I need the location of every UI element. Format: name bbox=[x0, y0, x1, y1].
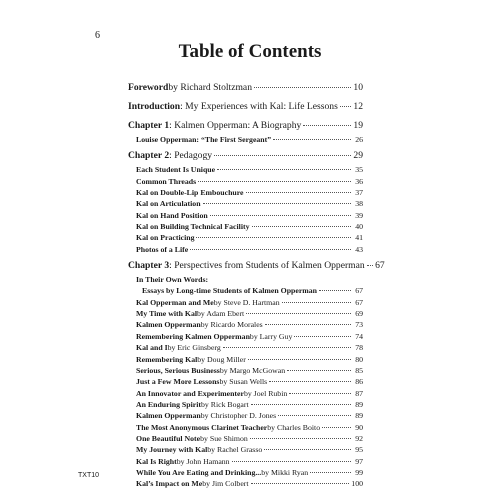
dot-leader bbox=[214, 154, 351, 156]
toc-entry-page: 40 bbox=[355, 222, 363, 232]
toc-entry-page: 86 bbox=[355, 377, 363, 387]
dot-leader bbox=[264, 448, 351, 450]
toc-entry bbox=[128, 134, 363, 145]
toc-entry-page: 67 bbox=[355, 297, 363, 307]
toc-entry-title: An Innovator and Experimenter bbox=[136, 388, 244, 398]
toc-entry bbox=[128, 176, 363, 187]
toc-entry bbox=[128, 342, 363, 353]
toc-entry bbox=[128, 297, 363, 308]
toc-entry bbox=[128, 148, 363, 164]
toc-entry-page: 37 bbox=[355, 188, 363, 198]
toc-entry-title: Kalmen Opperman bbox=[136, 320, 201, 330]
toc-entry-page: 100 bbox=[351, 479, 363, 489]
toc-entry-title: Kal’s Impact on Me bbox=[136, 479, 203, 489]
toc-entry-subtitle: by Charles Boito bbox=[267, 422, 321, 432]
dot-leader bbox=[251, 403, 351, 405]
toc-entry-subtitle: : Pedagogy bbox=[169, 150, 213, 162]
footer-code: TXT10 bbox=[78, 472, 100, 479]
toc-entry-subtitle: by Larry Guy bbox=[249, 331, 293, 341]
toc-entry-title: Chapter 3 bbox=[128, 260, 170, 272]
toc-entry-title: Chapter 1 bbox=[128, 120, 170, 131]
dot-leader bbox=[340, 105, 351, 107]
toc-entry-page: 43 bbox=[355, 244, 363, 254]
toc-entry-title: Kalmen Opperman bbox=[136, 411, 201, 421]
toc-entry-title: Remembering Kal bbox=[136, 354, 198, 364]
toc-entry bbox=[128, 221, 363, 232]
toc-entry-subtitle: by Doug Miller bbox=[197, 354, 246, 364]
toc-entry bbox=[128, 422, 363, 433]
toc-entry-subtitle: by Sue Shimon bbox=[200, 433, 248, 443]
toc-entry bbox=[128, 399, 363, 410]
dot-leader bbox=[252, 225, 351, 227]
dot-leader bbox=[265, 323, 351, 325]
toc-entry-subtitle: : Kalmen Opperman: A Biography bbox=[169, 120, 302, 131]
dot-leader bbox=[319, 289, 351, 291]
toc-entry bbox=[128, 319, 363, 330]
dot-leader bbox=[287, 369, 351, 371]
toc-entry-page: 26 bbox=[355, 135, 363, 144]
toc-entry-title: Just a Few More Lessons bbox=[136, 377, 220, 387]
toc-entry-title: Chapter 2 bbox=[128, 150, 170, 162]
toc-entry bbox=[128, 258, 385, 274]
toc-entry bbox=[128, 354, 363, 365]
toc-entry-title: Serious, Serious Business bbox=[136, 365, 220, 375]
toc-entry-subtitle: by Richard Stoltzman bbox=[168, 82, 252, 93]
toc-entry-subtitle: by Christopher D. Jones bbox=[200, 411, 277, 421]
toc-entry-title: Kal on Articulation bbox=[136, 199, 201, 209]
toc-entry bbox=[128, 210, 363, 221]
toc-entry-title: An Enduring Spirit bbox=[136, 399, 201, 409]
toc-entry-subtitle: by Mikki Ryan bbox=[261, 467, 309, 477]
toc-entry-title: Common Threads bbox=[136, 176, 197, 186]
toc-entry-title: In Their Own Words: bbox=[136, 275, 209, 285]
toc-entry-subtitle: : Perspectives from Students of Kalmen Opperman bbox=[169, 260, 365, 272]
toc-entry-page: 12 bbox=[353, 101, 363, 112]
toc-entry-page: 74 bbox=[355, 331, 363, 341]
toc-entry-subtitle: by Eric Ginsberg bbox=[167, 343, 221, 353]
dot-leader bbox=[210, 214, 351, 216]
toc-entry bbox=[128, 467, 363, 478]
toc-entry-title: My Time with Kal bbox=[136, 309, 198, 319]
dot-leader bbox=[367, 264, 373, 266]
toc-entry bbox=[128, 187, 363, 198]
toc-entry-subtitle: by Joel Rubin bbox=[243, 388, 288, 398]
toc-entry-title: The Most Anonymous Clarinet Teacher bbox=[136, 422, 268, 432]
toc-entry-page: 99 bbox=[355, 467, 363, 477]
table-of-contents bbox=[128, 80, 385, 490]
toc-entry-page: 87 bbox=[355, 388, 363, 398]
toc-entry-title: My Journey with Kal bbox=[136, 445, 208, 455]
dot-leader bbox=[248, 358, 351, 360]
toc-entry-page: 67 bbox=[375, 260, 385, 272]
toc-entry-title: Louise Opperman: “The First Sergeant” bbox=[136, 135, 272, 144]
toc-entry bbox=[128, 244, 363, 255]
toc-entry-title: Essays by Long-time Students of Kalmen Opperman bbox=[142, 286, 318, 296]
toc-entry-title: Photos of a Life bbox=[136, 244, 189, 254]
toc-entry-page: 89 bbox=[355, 411, 363, 421]
toc-entry-title: Kal Is Right bbox=[136, 456, 177, 466]
toc-entry-page: 19 bbox=[353, 120, 363, 131]
toc-entry-subtitle: : My Experiences with Kal: Life Lessons bbox=[180, 101, 338, 112]
toc-entry-page: 39 bbox=[355, 210, 363, 220]
toc-entry-title: Kal on Hand Position bbox=[136, 210, 208, 220]
toc-entry-page: 73 bbox=[355, 320, 363, 330]
toc-entry-page: 67 bbox=[355, 286, 363, 296]
dot-leader bbox=[278, 414, 351, 416]
toc-entry-page: 35 bbox=[355, 165, 363, 175]
toc-entry-subtitle: by Susan Wells bbox=[219, 377, 268, 387]
toc-entry-page: 41 bbox=[355, 233, 363, 243]
toc-entry bbox=[128, 99, 363, 115]
toc-entry bbox=[128, 164, 363, 175]
toc-entry bbox=[128, 478, 363, 489]
dot-leader bbox=[310, 471, 351, 473]
toc-entry-title: One Beautiful Note bbox=[136, 433, 201, 443]
dot-leader bbox=[198, 180, 351, 182]
toc-entry-title: Kal on Building Technical Facility bbox=[136, 222, 250, 232]
toc-entry bbox=[128, 376, 363, 387]
toc-entry bbox=[128, 365, 363, 376]
dot-leader bbox=[246, 312, 351, 314]
toc-entry-page: 89 bbox=[355, 399, 363, 409]
dot-leader bbox=[251, 482, 350, 484]
dot-leader bbox=[294, 335, 351, 337]
toc-entry-page: 92 bbox=[355, 433, 363, 443]
toc-entry-page: 95 bbox=[355, 445, 363, 455]
toc-entry bbox=[128, 198, 363, 209]
toc-entry bbox=[128, 285, 363, 296]
toc-entry-title: Remembering Kalmen Opperman bbox=[136, 331, 250, 341]
toc-entry bbox=[128, 118, 363, 134]
toc-entry-page: 36 bbox=[355, 176, 363, 186]
toc-entry-page: 69 bbox=[355, 309, 363, 319]
toc-entry-page: 29 bbox=[353, 150, 363, 162]
toc-entry-subtitle: by Jim Colbert bbox=[202, 479, 249, 489]
toc-entry bbox=[128, 308, 363, 319]
toc-entry-title: Kal Opperman and Me bbox=[136, 297, 214, 307]
toc-entry-title: Each Student Is Unique bbox=[136, 165, 216, 175]
toc-entry-page: 90 bbox=[355, 422, 363, 432]
toc-entry-title: While You Are Eating and Drinking... bbox=[136, 467, 262, 477]
toc-entry-title: Foreword bbox=[128, 82, 169, 93]
toc-entry-page: 10 bbox=[353, 82, 363, 93]
dot-leader bbox=[250, 437, 351, 439]
dot-leader bbox=[322, 426, 351, 428]
toc-entry bbox=[128, 331, 363, 342]
dot-leader bbox=[223, 346, 351, 348]
toc-entry-title: Kal on Practicing bbox=[136, 233, 195, 243]
toc-entry-subtitle: by Ricardo Morales bbox=[200, 320, 263, 330]
toc-entry-subtitle: by Rick Bogart bbox=[201, 399, 249, 409]
toc-entry-page: 78 bbox=[355, 343, 363, 353]
dot-leader bbox=[196, 236, 351, 238]
toc-entry-subtitle: by Rachel Grasso bbox=[207, 445, 263, 455]
toc-entry bbox=[128, 433, 363, 444]
toc-entry bbox=[128, 232, 363, 243]
toc-entry-page: 38 bbox=[355, 199, 363, 209]
dot-leader bbox=[273, 138, 351, 140]
toc-entry-page: 97 bbox=[355, 456, 363, 466]
dot-leader bbox=[282, 301, 351, 303]
dot-leader bbox=[254, 86, 351, 88]
dot-leader bbox=[289, 392, 351, 394]
toc-entry bbox=[128, 456, 363, 467]
toc-entry-subtitle: by Adam Ebert bbox=[197, 309, 245, 319]
toc-entry-subtitle: by Steve D. Hartman bbox=[213, 297, 280, 307]
dot-leader bbox=[303, 124, 351, 126]
toc-entry bbox=[128, 80, 363, 96]
toc-entry-page: 80 bbox=[355, 354, 363, 364]
dot-leader bbox=[217, 168, 351, 170]
toc-entry bbox=[128, 410, 363, 421]
dot-leader bbox=[232, 460, 351, 462]
dot-leader bbox=[203, 202, 351, 204]
toc-entry-title: Kal and I bbox=[136, 343, 168, 353]
dot-leader bbox=[190, 248, 351, 250]
page-number: 6 bbox=[95, 30, 100, 41]
dot-leader bbox=[246, 191, 351, 193]
toc-entry-subtitle: by Margo McGowan bbox=[219, 365, 286, 375]
toc-entry bbox=[128, 388, 363, 399]
toc-entry-subtitle: by John Hamann bbox=[176, 456, 230, 466]
toc-entry bbox=[128, 274, 363, 285]
toc-entry-page: 85 bbox=[355, 365, 363, 375]
toc-entry bbox=[128, 444, 363, 455]
dot-leader bbox=[269, 380, 351, 382]
toc-entry-title: Introduction bbox=[128, 101, 181, 112]
toc-entry-title: Kal on Double-Lip Embouchure bbox=[136, 188, 244, 198]
page-title: Table of Contents bbox=[178, 41, 322, 62]
